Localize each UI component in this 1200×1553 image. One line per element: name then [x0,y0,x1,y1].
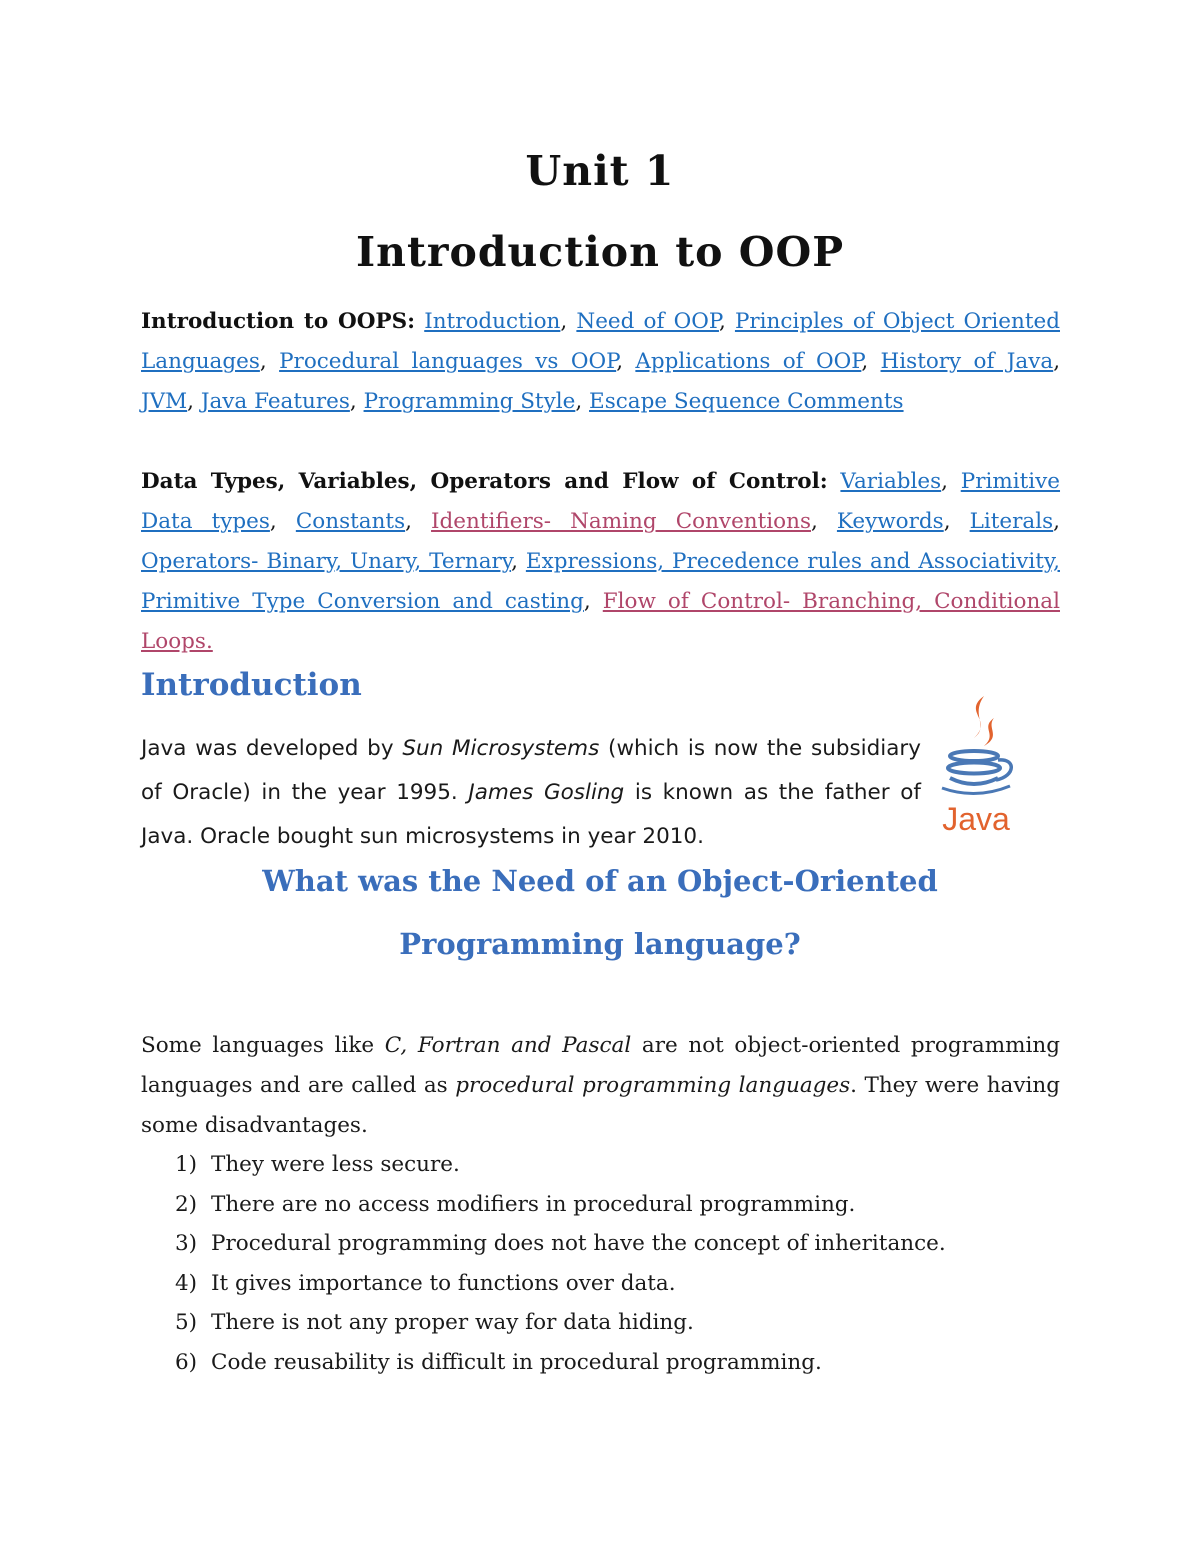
link-programming-style[interactable]: Programming Style [363,389,576,414]
list-item-number: 1) [175,1152,198,1177]
unit-subtitle: Introduction to OOP [355,228,845,276]
list-item-text: They were less secure. [211,1152,460,1177]
link-operators[interactable]: Operators- Binary, Unary, Ternary [141,549,512,574]
disadvantages-list [175,1145,946,1382]
link-identifiers[interactable]: Identifiers- Naming Conventions [431,509,811,534]
link-escape-sequence-comments[interactable]: Escape Sequence Comments [589,389,904,414]
link-keywords[interactable]: Keywords [836,509,944,534]
proc-em-procedural: procedural programming languages [455,1073,851,1098]
java-logo-steam-2 [984,718,994,746]
list-item-number: 6) [175,1349,198,1375]
topics-oops-paragraph: Introduction to OOPS: Introduction, Need of OOP, Principles of Object Oriented Languages, Procedural languages vs OOP, Applications of OOP, History of Java, JVM, Java Features, Programming Style, Escape Sequence Comments [141,309,1061,414]
link-literals[interactable]: Literals [969,509,1054,534]
java-logo-saucer [942,786,1010,794]
link-need-of-oop[interactable]: Need of OOP [576,309,719,334]
need-heading-line2: Programming language? [399,927,801,961]
list-item-text: There are no access modifiers in procedural programming. [211,1191,856,1217]
intro-text-3: is known as the father of Java. Oracle bought sun microsystems in year 2010. [141,780,921,849]
java-logo-cup-1 [950,751,998,761]
need-heading-line1: What was the Need of an Object-Oriented [262,864,938,898]
list-item [175,1224,946,1264]
list-item-number: 5) [175,1310,198,1335]
link-introduction[interactable]: Introduction [424,309,561,334]
list-item [175,1303,946,1343]
intro-text-1: Java was developed by [141,736,403,761]
link-expressions-precedence[interactable]: Expressions, Precedence rules and Associativity, [525,549,1060,574]
introduction-paragraph [141,727,921,859]
list-item [175,1145,946,1185]
link-principles-oo-languages[interactable]: Principles of Object Oriented Languages [141,309,1060,374]
list-item-number: 2) [175,1191,198,1217]
topics-oops-label: Introduction to OOPS: [141,309,416,334]
link-constants[interactable]: Constants [295,509,406,534]
java-logo-cup-3 [950,778,998,784]
topics-datatypes-paragraph: Data Types, Variables, Operators and Flow of Control: Variables, Primitive Data types, Constants, Identifiers- Naming Conventions, Keywords, Literals, Operators- Binary, Unary, Ternary, Expressions, Precedence rules and Associativity, Primitive Type Conversion and casting, Flow of Control- Branching, Conditional Loops. [141,469,1061,654]
java-logo-cup-2 [948,763,1000,774]
procedural-paragraph [141,1026,1060,1146]
list-item-text: It gives importance to functions over data. [211,1270,676,1296]
proc-text-1: Some languages like [141,1033,385,1058]
topics-datatypes-label: Data Types, Variables, Operators and Flow of Control: [141,469,828,494]
proc-text-3: . They were having some disadvantages. [141,1073,1060,1138]
list-item-text: Procedural programming does not have the concept of inheritance. [211,1231,946,1256]
link-variables[interactable]: Variables [840,469,942,494]
intro-em-gosling: James Gosling [468,780,625,805]
list-item-number: 4) [175,1270,198,1296]
list-item [175,1343,946,1383]
link-jvm[interactable]: JVM [141,389,188,414]
unit-title: Unit 1 [525,147,675,195]
java-logo-icon [932,690,1020,840]
list-item-text: Code reusability is difficult in procedural programming. [211,1349,822,1375]
link-history-of-java[interactable]: History of Java [880,349,1054,374]
java-logo-text: Java [942,801,1010,837]
proc-text-2: are not object-oriented programming languages and are called as [141,1033,1061,1098]
java-logo-steam-1 [974,696,984,738]
introduction-heading: Introduction [141,667,362,703]
proc-em-languages: C, Fortran and Pascal [384,1033,632,1058]
list-item [175,1264,946,1304]
link-type-conversion[interactable]: Primitive Type Conversion and casting [141,589,584,614]
link-procedural-vs-oop[interactable]: Procedural languages vs OOP [279,349,617,374]
list-item-text: There is not any proper way for data hiding. [211,1310,694,1335]
link-flow-of-control[interactable]: Flow of Control- Branching, Conditional Loops. [141,589,1060,654]
list-item-number: 3) [175,1231,198,1256]
link-java-features[interactable]: Java Features [200,389,350,414]
intro-text-2: (which is now the subsidiary of Oracle) in the year 1995. [141,736,921,805]
link-applications-of-oop[interactable]: Applications of OOP [635,349,862,374]
link-primitive-data-types[interactable]: Primitive Data types [141,469,1061,534]
intro-em-sun: Sun Microsystems [402,736,600,761]
list-item [175,1185,946,1225]
